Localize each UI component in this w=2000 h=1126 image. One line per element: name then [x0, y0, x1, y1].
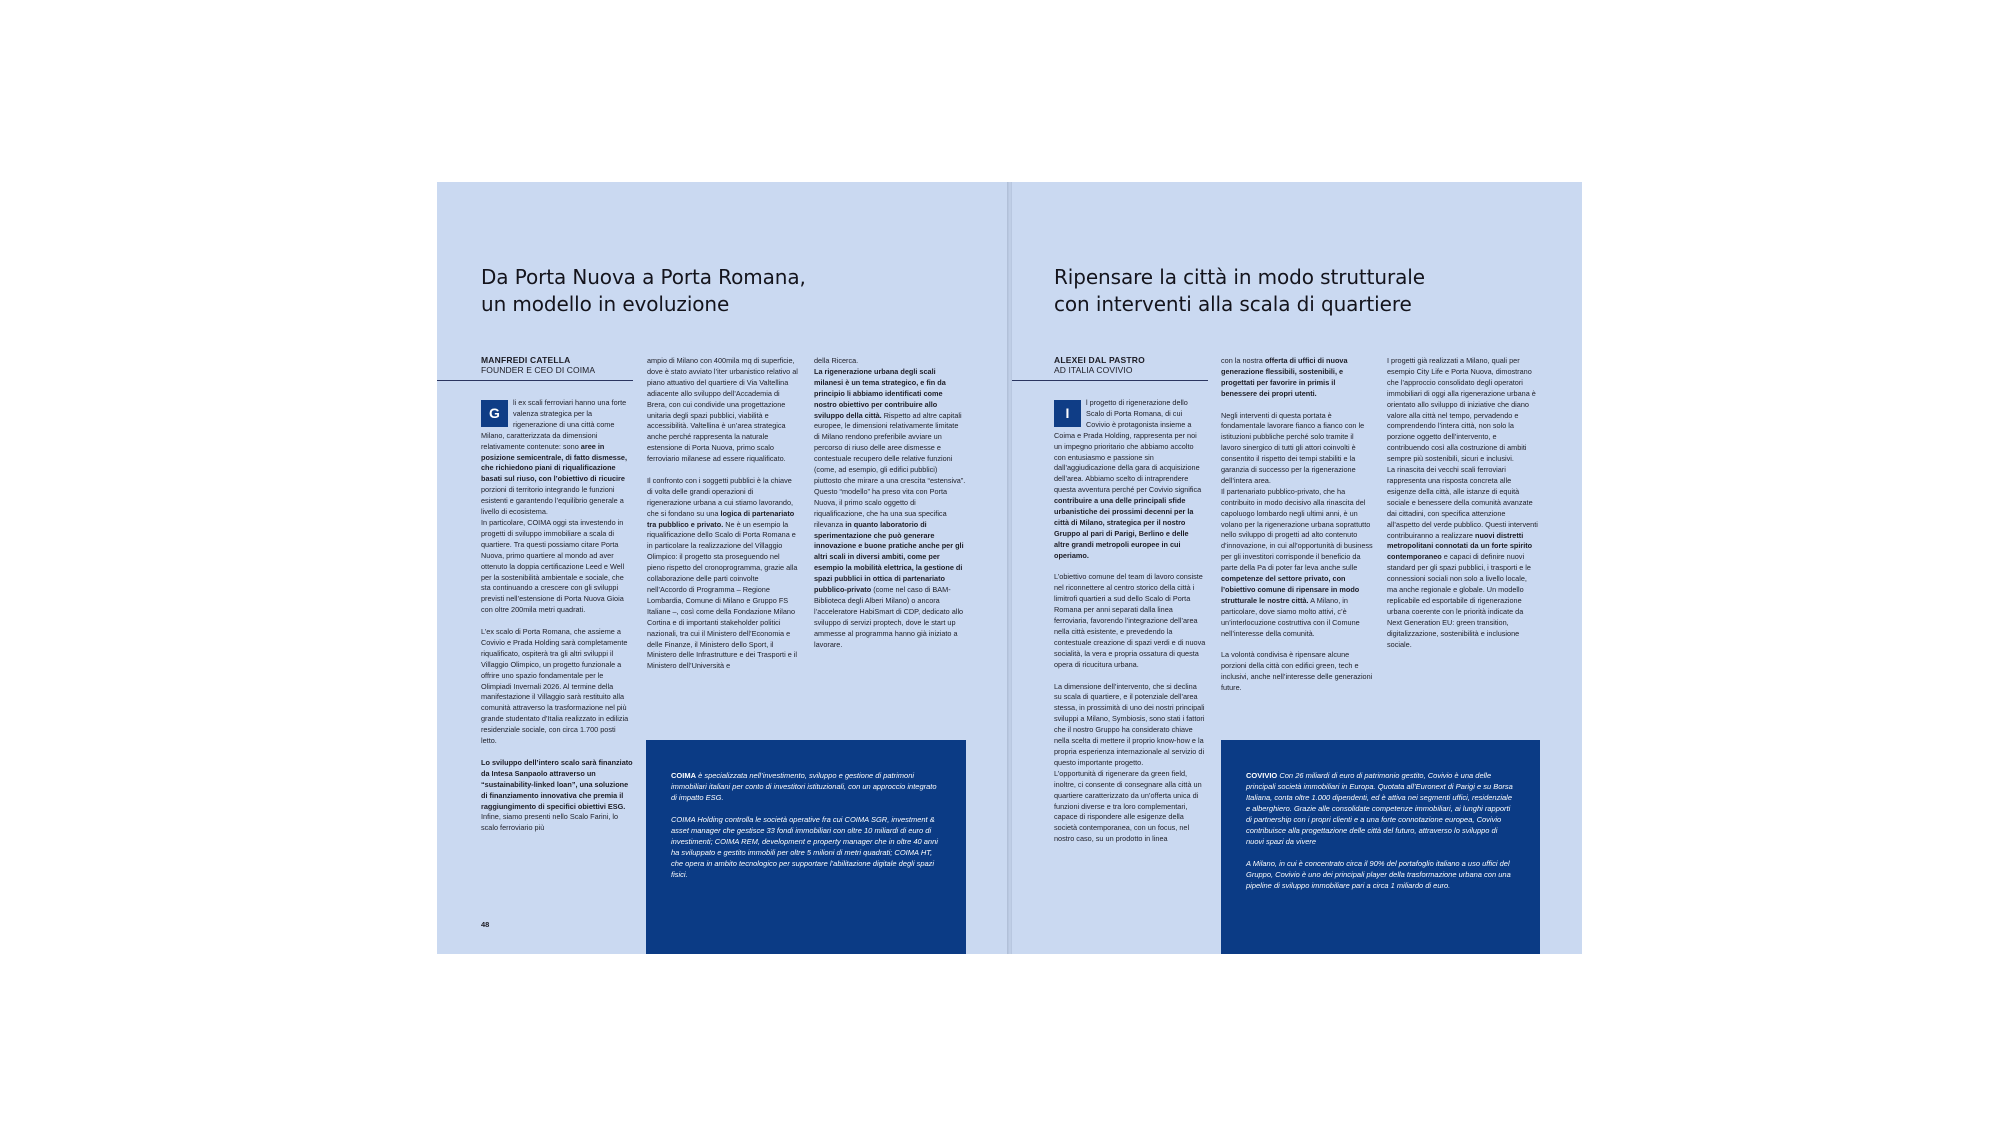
- left-col3-p3a: Questo “modello” ha preso vita con Porta Nuova, il primo scalo oggetto di riqualificazione, che ha una sua specifica rilevanza: [814, 486, 948, 529]
- right-box-p1: Con 26 miliardi di euro di patrimonio gestito, Covivio è una delle principali società immobiliari in Europa. Quotata all’Euronext di Parigi e su Borsa Italiana, conta oltre 1.000 dipendenti, ed è attiva nei segmenti uffici, residenziale e alberghiero. Grazie alle consolidate competenze immobiliari, ai lunghi rapporti di partnership con i propri clienti e a una forte connotazione europea, Covivio contribuisce alla progettazione delle città del futuro, attraverso lo sviluppo di nuovi spazi da vivere: [1246, 771, 1513, 846]
- right-box-p2: A Milano, in cui è concentrato circa il 90% del portafoglio italiano a uso uffici del Gruppo, Covivio è uno dei principali player della trasformazione urbana con una pipeline di sviluppo immobiliare pari a circa 1 miliardo di euro.: [1246, 859, 1511, 890]
- left-col2-p2a: Il confronto con i soggetti pubblici è la chiave di volta delle grandi operazioni di rigenerazione urbana a cui stiamo lavorando, che si fondano su una: [647, 475, 794, 518]
- left-column-2: [647, 356, 799, 683]
- right-column-3: [1387, 356, 1539, 650]
- left-col3-p1: della Ricerca.: [814, 356, 859, 365]
- right-col2-p2: Negli interventi di questa portata è fondamentale lavorare fianco a fianco con le istituzioni pubbliche perché solo tramite il lavoro sinergico di tutti gli attori coinvolti è consentito il rispetto dei tempi stabiliti e la garanzia di successo per la rigenerazione dell’intera area.: [1221, 410, 1365, 485]
- left-title-line2: un modello in evoluzione: [481, 292, 730, 316]
- right-box-text: [1246, 770, 1516, 902]
- right-col1-p3: La dimensione dell’intervento, che si declina su scala di quartiere, e il potenziale dell’area stessa, in prossimità di uno dei nostri principali sviluppi a Milano, Symbiosis, sono stati i fattori che il nostro Gruppo ha considerato chiave nella scelta di mettere il proprio know-how e la propria esperienza internazionale al servizio di questo importante progetto.: [1054, 681, 1205, 767]
- right-article-title: [1054, 264, 1474, 318]
- left-col2-p2b: logica di partenariato tra pubblico e privato.: [647, 508, 795, 529]
- left-box-p1: è specializzata nell’investimento, sviluppo e gestione di patrimoni immobiliari italiani per conto di investitori istituzionali, con un approccio integrato di impatto ESG.: [671, 771, 937, 802]
- right-col3-p1: I progetti già realizzati a Milano, quali per esempio City Life e Porta Nuova, dimostrano che l’approccio consolidato degli operatori immobiliari di oggi alla rigenerazione urbana è orientato allo sviluppo di iniziative che diano valore alla città nel tempo, pervadendo e comprendendo l’intera città, non solo la porzione oggetto dell’intervento, e contribuendo così alla costruzione di ambiti sempre più sostenibili, sicuri e inclusivi.: [1387, 356, 1536, 464]
- right-author-name: ALEXEI DAL PASTRO: [1054, 355, 1145, 365]
- right-col2-p4: La volontà condivisa è ripensare alcune porzioni della città con edifici green, tech e inclusivi, anche nell’interesse delle generazioni future.: [1221, 650, 1373, 693]
- magazine-spread: [437, 182, 1582, 954]
- right-author-role: AD ITALIA COVIVIO: [1054, 365, 1133, 375]
- right-col2-p3a: Il partenariato pubblico-privato, che ha contribuito in modo decisivo alla rinascita del capoluogo lombardo negli ultimi anni, è un volano per la rigenerazione urbana soprattutto nello sviluppo di progetti ad alto contenuto d’innovazione, in cui all’opportunità di business per gli investitori corrisponde il beneficio da parte della Pa di poter far leva anche sulle: [1221, 486, 1373, 573]
- left-company-box: [646, 740, 966, 954]
- left-col3-p2-rest: Rispetto ad altre capitali europee, le dimensioni relativamente limitate di Milano rendono preferibile avviare un percorso di riuso delle aree dismesse e contestuale recupero delle relative funzioni (come, ad esempio, gli edifici pubblici) piuttosto che mirare a una crescita “estensiva”.: [814, 410, 966, 485]
- right-col1-p4: L’opportunità di rigenerare da green field, inoltre, ci consente di consegnare alla città un quartiere caratterizzato da un’offerta unica di funzioni diverse e tra loro complementari, capace di rispondere alle esigenze della società contemporanea, con un focus, nel nostro caso, su un prodotto in linea: [1054, 768, 1202, 844]
- left-col2-p1: ampio di Milano con 400mila mq di superficie, dove è stato avviato l’iter urbanistico relativo al piano attuativo del quartiere di Via Valtellina adiacente allo sviluppo dell’Accademia di Brera, con cui condivide una progettazione unitaria degli spazi pubblici, viabilità e accessibilità. Valtellina è un’area strategica anche perché rappresenta la naturale estensione di Porta Nuova, primo scalo ferroviario milanese ad essere riqualificato.: [647, 356, 798, 464]
- left-column-3: [814, 356, 966, 650]
- left-author-role: FOUNDER E CEO DI COIMA: [481, 365, 596, 375]
- right-col2-p3b: competenze del settore privato, con l’obiettivo comune di ripensare in modo strutturale le nostre città.: [1221, 574, 1360, 605]
- left-author-rule: [437, 380, 633, 381]
- left-article-title: [481, 264, 901, 318]
- right-title-line1: Ripensare la città in modo strutturale: [1054, 265, 1425, 289]
- right-col3-p2a: La rinascita dei vecchi scali ferroviari rappresenta una risposta concreta alle esigenze della città, alle istanze di equità sociale e benessere della comunità avanzate dai cittadini, con specifica attenzione all’aspetto del verde pubblico. Questi interventi contribuiranno a realizzare: [1387, 465, 1538, 540]
- left-col2-p2c: Ne è un esempio la riqualificazione dello Scalo di Porta Romana e in particolare la realizzazione del Villaggio Olimpico: il progetto sta proseguendo nel pieno rispetto del cronoprogramma, grazie alla collaborazione delle parti coinvolte nell’Accordo di Programma – Regione Lombardia, Comune di Milano e Gruppo FS Italiane –, così come della Fondazione Milano Cortina e di importanti stakeholder politici nazionali, tra cui il Ministero dell’Economia e delle Finanze, il Ministero dello Sport, il Ministero delle Infrastrutture e dei Trasporti e il Ministero dell’Università e: [647, 519, 798, 671]
- right-col1-p1b: contribuire a una delle principali sfide urbanistiche dei prossimi decenni per la città di Milano, strategica per il nostro Gruppo al pari di Parigi, Berlino e delle altre grandi metropoli europee in cui operiamo.: [1054, 496, 1194, 560]
- left-author-name: MANFREDI CATELLA: [481, 355, 571, 365]
- page-number: 48: [481, 920, 490, 929]
- left-col3-p3b: in quanto laboratorio di sperimentazione che può generare innovazione e buone pratiche anche per gli altri scali in diversi ambiti, come per esempio la mobilità elettrica, la gestione di spazi pubblici in ottica di partenariato pubblico-privato: [814, 519, 964, 595]
- right-author-rule: [1012, 380, 1208, 381]
- right-company-box: [1221, 740, 1540, 954]
- left-col3-p3c: (come nel caso di BAM-Biblioteca degli Alberi Milano) o ancora l’acceleratore HabiSmart di CDP, dedicato allo sviluppo di servizi proptech, dove le start up ammesse al programma hanno già iniziato a lavorare.: [814, 585, 964, 649]
- right-col2-p1b: offerta di uffici di nuova generazione flessibili, sostenibili, e progettati per favorire in primis il benessere dei propri utenti.: [1221, 356, 1348, 398]
- left-col1-p2: In particolare, COIMA oggi sta investendo in progetti di sviluppo immobiliare a scala di quartiere. Tra questi possiamo citare Porta Nuova, primo quartiere al mondo ad aver ottenuto la doppia certificazione Leed e Well per la sostenibilità ambientale e sociale, che sta continuando a crescere con gli sviluppi previsti nell’estensione di Porta Nuova Gioia con oltre 200mila metri quadrati.: [481, 517, 625, 615]
- left-box-p2: COIMA Holding controlla le società operative fra cui COIMA SGR, investment & asset manager che gestisce 33 fondi immobiliari con oltre 10 miliardi di euro di investimenti; COIMA REM, development e property manager che in oltre 40 anni ha sviluppato e gestito immobili per oltre 5 milioni di metri quadrati; COIMA HT, che opera in ambito tecnologico per supportare l’abilitazione digitale degli spazi fisici.: [671, 815, 938, 879]
- right-column-2: [1221, 356, 1373, 705]
- left-col1-text-a: li ex scali ferroviari hanno una forte valenza strategica per la rigenerazione di una città come Milano, caratterizzata da dimensioni relativamente contenute: sono: [481, 398, 627, 451]
- right-column-1: [1054, 398, 1206, 856]
- right-col1-p2: L’obiettivo comune del team di lavoro consiste nel riconnettere al centro storico della città i limitrofi quartieri a sud dello Scalo di Porta Romana per anni separati dalla linea ferroviaria, favorendo l’integrazione dell’area nella città esistente, e prevedendo la contestuale creazione di spazi verdi e di nuova socialità, la vera e propria ossatura di questa opera di ricucitura urbana.: [1054, 572, 1206, 669]
- left-box-company: COIMA: [671, 771, 696, 780]
- right-col2-p3c: A Milano, in particolare, dove siamo molto attivi, c’è un’interlocuzione costruttiva con il Comune nell’interesse della comunità.: [1221, 595, 1360, 638]
- left-column-1: [481, 398, 633, 845]
- right-dropcap: I: [1054, 400, 1081, 427]
- left-col3-p2-bold: La rigenerazione urbana degli scali milanesi è un tema strategico, e fin da principio li abbiamo identificati come nostro obiettivo per contribuire allo sviluppo della città.: [814, 366, 946, 420]
- left-col1-text-b: porzioni di territorio integrando le funzioni esistenti e garantendo l’equilibrio generale a livello di ecosistema.: [481, 485, 624, 517]
- left-dropcap: G: [481, 400, 508, 427]
- right-title-line2: con interventi alla scala di quartiere: [1054, 292, 1412, 316]
- left-page: [437, 182, 1007, 954]
- left-col1-p4-rest: Infine, siamo presenti nello Scalo Farini, lo scalo ferroviario più: [481, 812, 619, 833]
- left-col1-p4-bold: Lo sviluppo dell’intero scalo sarà finanziato da Intesa Sanpaolo attraverso un “sustainability-linked loan”, una soluzione di finanziamento innovativa che premia il raggiungimento di specifici obiettivi ESG.: [481, 757, 633, 811]
- left-col1-p3: L’ex scalo di Porta Romana, che assieme a Covivio e Prada Holding sarà completamente riqualificato, ospiterà tra gli altri sviluppi il Villaggio Olimpico, un progetto funzionale a offrire uno spazio fondamentale per le Olimpiadi Invernali 2026. Al termine della manifestazione il Villaggio sarà restituito alla comunità attraverso la trasformazione nel più grande studentato d’Italia realizzato in edilizia residenziale sociale, con circa 1.700 posti letto.: [481, 627, 629, 746]
- left-col1-bold: aree in posizione semicentrale, di fatto dismesse, che richiedono piani di riqualificazione basati sul riuso, con l’obiettivo di ricucire: [481, 441, 627, 484]
- right-page: [1012, 182, 1582, 954]
- right-box-company: COVIVIO: [1246, 771, 1278, 780]
- left-box-text: [671, 770, 941, 891]
- right-col3-p2b: nuovi distretti metropolitani connotati da un forte spirito contemporaneo: [1387, 530, 1533, 562]
- left-title-line1: Da Porta Nuova a Porta Romana,: [481, 265, 806, 289]
- right-col1-p1a: l progetto di rigenerazione dello Scalo di Porta Romana, di cui Covivio è protagonista insieme a Coima e Prada Holding, rappresenta per noi un impegno prioritario che abbiamo accolto con entusiasmo e passione sin dall’aggiudicazione della gara di acquisizione dell’area. Abbiamo scelto di intraprendere questa avventura perché per Covivio significa: [1054, 398, 1202, 495]
- right-col2-p1a: con la nostra: [1221, 356, 1265, 365]
- right-col3-p2c: e capaci di definire nuovi standard per gli spazi pubblici, i trasporti e le connessioni sociali non solo a livello locale, ma anche regionale e globale. Un modello replicabile ed esportabile di rigenerazione urbana coerente con le priorità indicate da Next Generation EU: green transition, digitalizzazione, sostenibilità e inclusione sociale.: [1387, 552, 1531, 649]
